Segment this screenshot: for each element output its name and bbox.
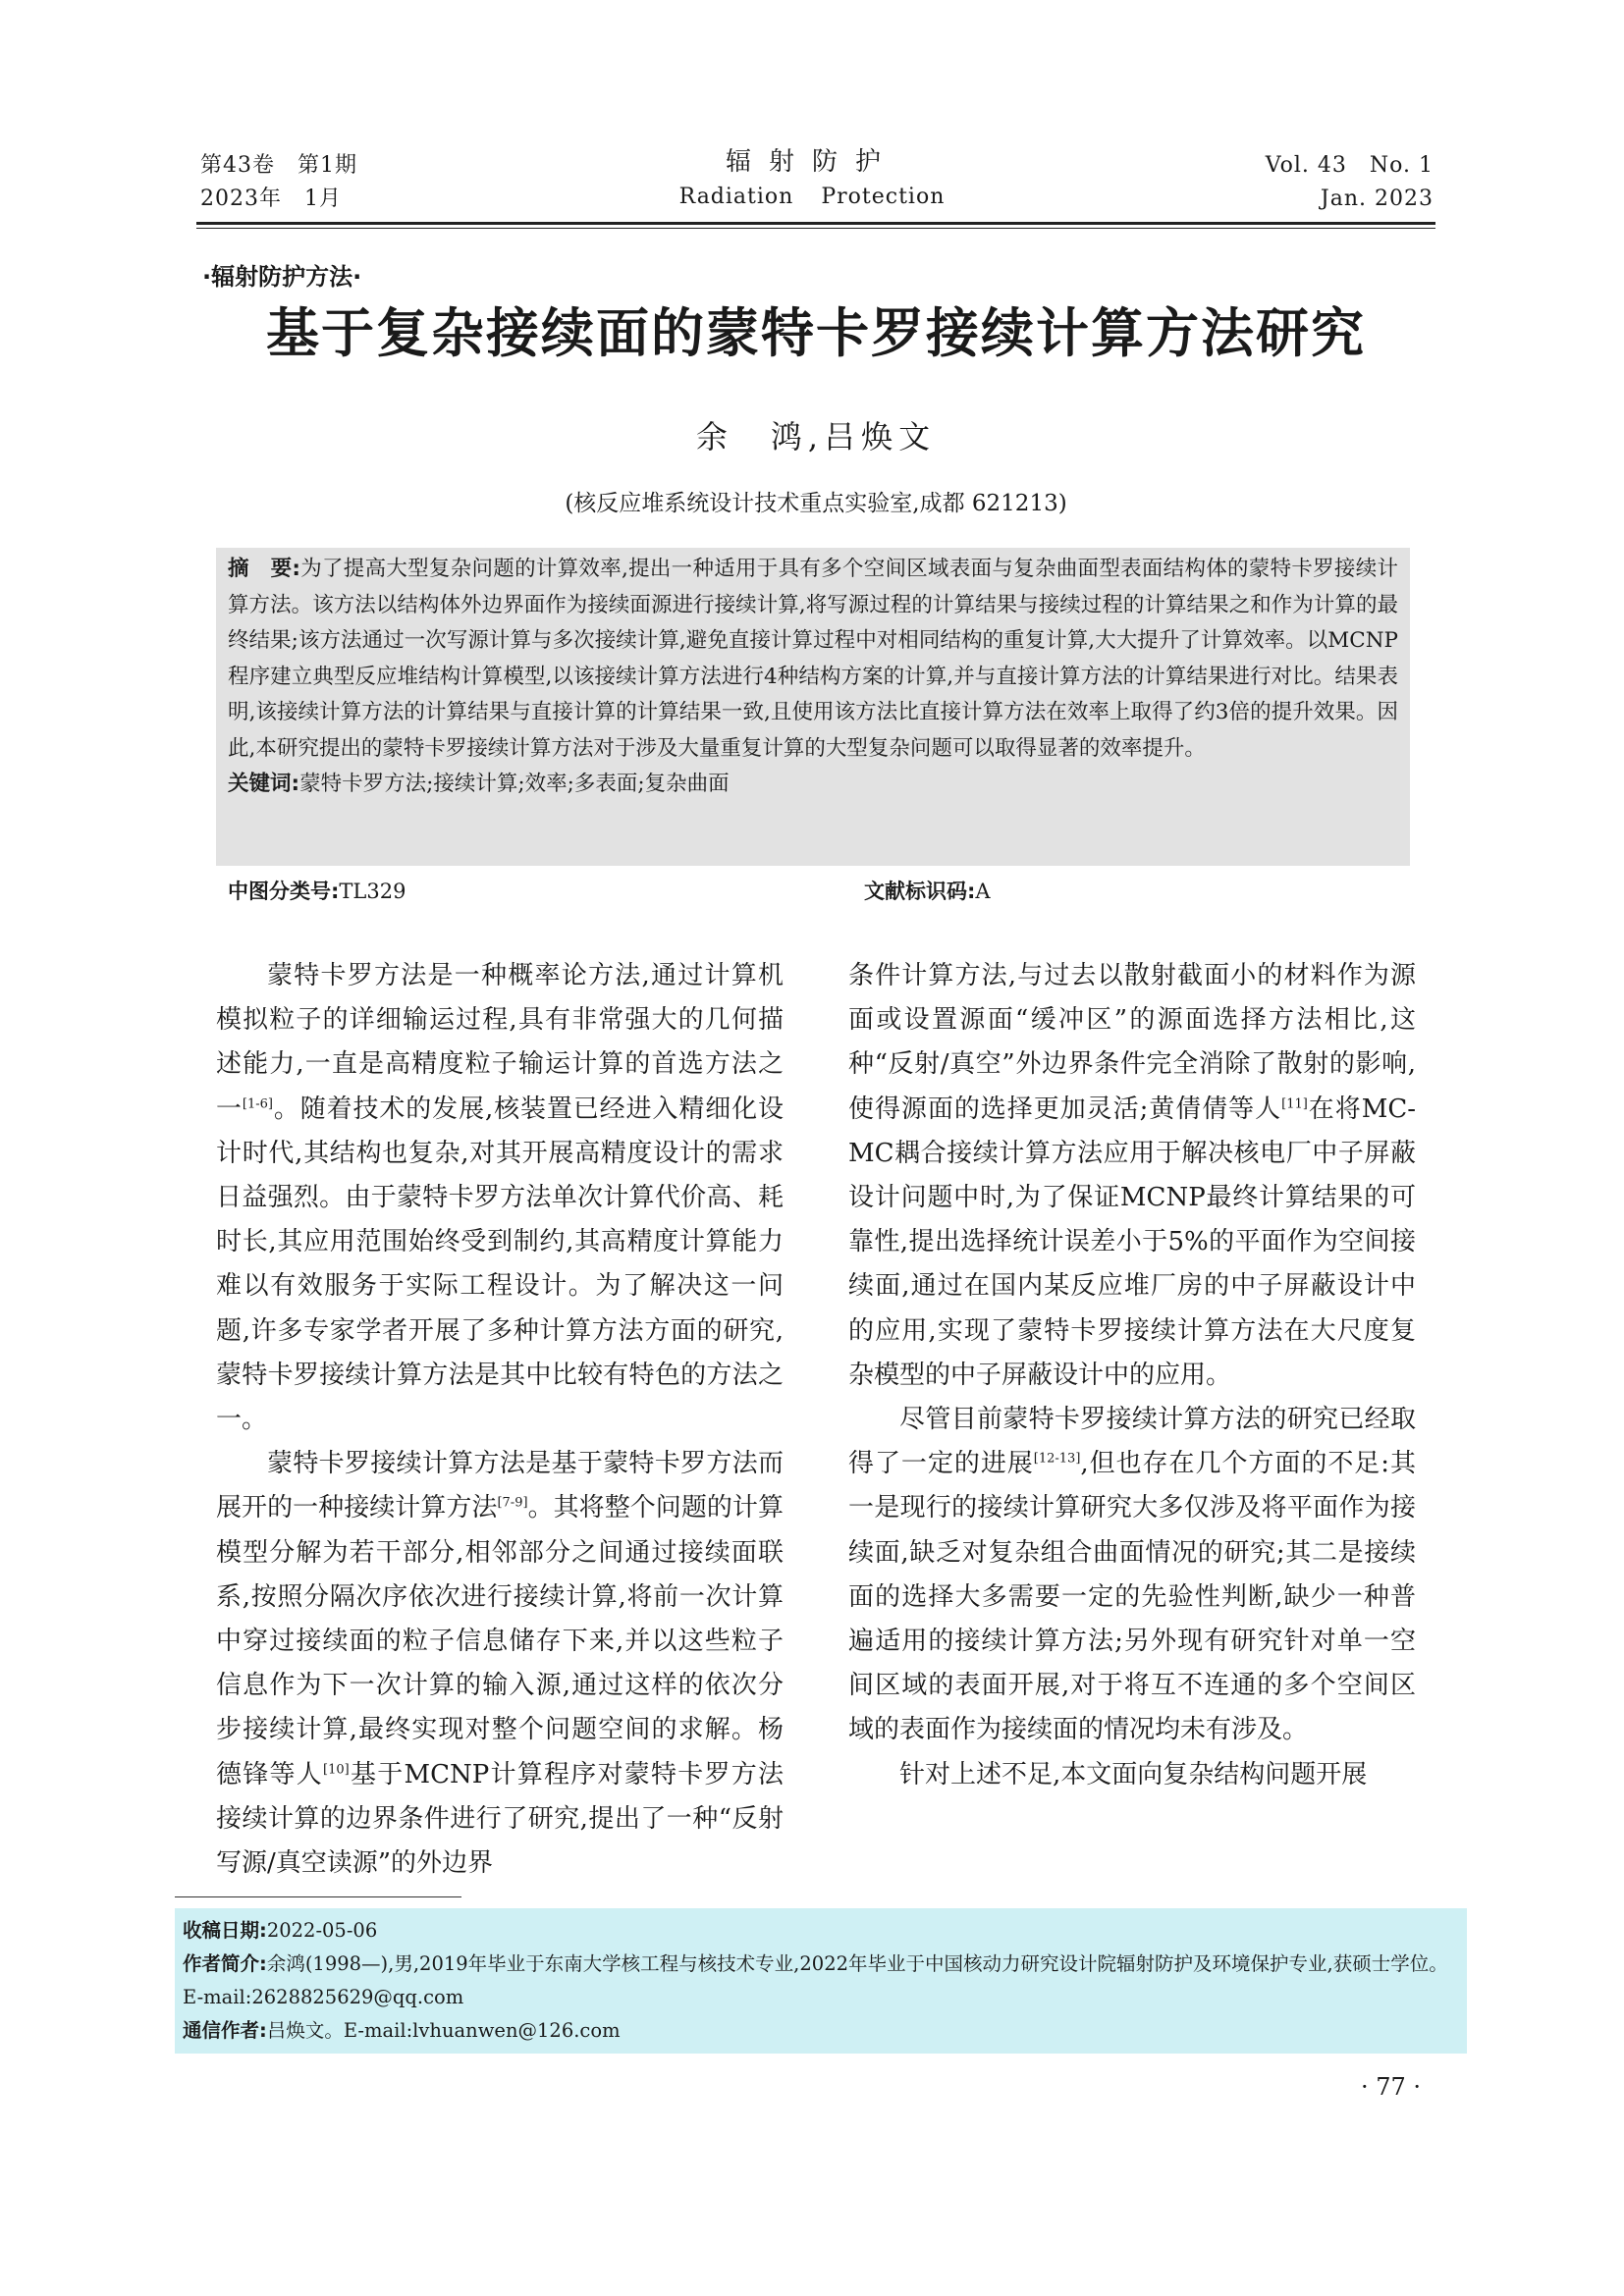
body-paragraph bbox=[216, 1442, 784, 1886]
author-list: 余 鸿,吕焕文 bbox=[695, 418, 937, 455]
abstract-text: 为了提高大型复杂问题的计算效率,提出一种适用于具有多个空间区域表面与复杂曲面型表面结构体的蒙特卡罗接续计算方法。该方法以结构体外边界面作为接续面源进行接续计算,将写源过程的计算结果与接续过程的计算结果之和作为计算的最终结果;该方法通过一次写源计算与多次接续计算,避免直接计算过程中对相同结构的重复计算,大大提升了计算效率。以MCNP程序建立典型反应堆结构计算模型,以该接续计算方法进行4种结构方案的计算,并与直接计算方法的计算结果进行对比。结果表明,该接续计算方法的计算结果与直接计算的计算结果一致,且使用该方法比直接计算方法在效率上取得了约3倍的提升效果。因此,本研究提出的蒙特卡罗接续计算方法对于涉及大量重复计算的大型复杂问题可以取得显著的效率提升。 bbox=[228, 557, 1398, 761]
body-paragraph bbox=[848, 1398, 1416, 1753]
keywords-text: 蒙特卡罗方法;接续计算;效率;多表面;复杂曲面 bbox=[299, 772, 730, 796]
paragraph-text: 蒙特卡罗接续计算方法是基于蒙特卡罗方法而展开的一种接续计算方法 bbox=[216, 1449, 784, 1523]
paragraph-text: 。随着技术的发展,核装置已经进入精细化设计时代,其结构也复杂,对其开展高精度设计的需求日益强烈。由于蒙特卡罗方法单次计算代价高、耗时长,其应用范围始终受到制约,其高精度计算能力难以有效服务于实际工程设计。为了解决这一问题,许多专家学者开展了多种计算方法方面的研究,蒙特卡罗接续计算方法是其中比较有特色的方法之一。 bbox=[216, 1094, 784, 1435]
abstract bbox=[228, 552, 1398, 767]
classification-number bbox=[228, 876, 406, 905]
docid-label: 文献标识码: bbox=[864, 880, 976, 903]
header-rule bbox=[196, 222, 1435, 225]
paragraph-text: 在将MC-MC耦合接续计算方法应用于解决核电厂中子屏蔽设计问题中时,为了保证MCNP最终计算结果的可靠性,提出选择统计误差小于5%的平面作为空间接续面,通过在国内某反应堆厂房的中子屏蔽设计中的应用,实现了蒙特卡罗接续计算方法在大尺度复杂模型的中子屏蔽设计中的应用。 bbox=[848, 1094, 1416, 1390]
journal-issue-info bbox=[200, 149, 357, 216]
received-value: 2022-05-06 bbox=[266, 1919, 378, 1942]
footnote-box bbox=[175, 1908, 1467, 2054]
body-paragraph: 针对上述不足,本文面向复杂结构问题开展 bbox=[899, 1759, 1368, 1789]
citation: [12-13] bbox=[1033, 1451, 1081, 1467]
journal-name bbox=[616, 143, 1008, 214]
paragraph-text: 。其将整个问题的计算模型分解为若干部分,相邻部分之间通过接续面联系,按照分隔次序依次进行接续计算,将前一次计算中穿过接续面的粒子信息储存下来,并以这些粒子信息作为下一次计算的输入源,通过这样的依次分步接续计算,最终实现对整个问题空间的求解。杨德锋等人 bbox=[216, 1493, 784, 1789]
year-month: 2023年 1月 bbox=[200, 187, 342, 211]
footnote-rule bbox=[175, 1896, 461, 1897]
volume-issue: 第43卷 第1期 bbox=[200, 153, 357, 178]
document-code bbox=[864, 876, 991, 905]
author-bio-text: 余鸿(1998—),男,2019年毕业于东南大学核工程与核技术专业,2022年毕业于中国核动力研究设计院辐射防护及环境保护专业,获硕士学位。E-mail:2628825629@qq.com bbox=[183, 1952, 1448, 2008]
corresponding-author bbox=[183, 2014, 1459, 2048]
paper-title: 基于复杂接续面的蒙特卡罗接续计算方法研究 bbox=[266, 302, 1366, 364]
header-rule-thin bbox=[196, 228, 1435, 229]
citation: [7-9] bbox=[497, 1495, 528, 1511]
paragraph-text: ,但也存在几个方面的不足:其一是现行的接续计算研究大多仅涉及将平面作为接续面,缺乏对复杂组合曲面情况的研究;其二是接续面的选择大多需要一定的先验性判断,缺少一种普遍适用的接续计算方法;另外现有研究针对单一空间区域的表面开展,对于将互不连通的多个空间区域的表面作为接续面的情况均未有涉及。 bbox=[848, 1449, 1416, 1745]
journal-name-en: Radiation Protection bbox=[678, 185, 946, 209]
body-column-right bbox=[848, 954, 1416, 1797]
keywords bbox=[228, 767, 1398, 803]
volume-issue-en: Vol. 43 No. 1 bbox=[1265, 153, 1434, 178]
docid-value: A bbox=[975, 880, 991, 903]
keywords-label: 关键词: bbox=[228, 772, 300, 796]
clc-label: 中图分类号: bbox=[228, 880, 340, 903]
paragraph-text: 条件计算方法,与过去以散射截面小的材料作为源面或设置源面“缓冲区”的源面选择方法相比,这种“反射/真空”外边界条件完全消除了散射的影响,使得源面的选择更加灵活;黄倩倩等人 bbox=[848, 961, 1416, 1124]
author-bio bbox=[183, 1948, 1459, 2014]
body-column-left bbox=[216, 954, 784, 1886]
page-number: · 77 · bbox=[1361, 2073, 1422, 2101]
author-bio-label: 作者简介: bbox=[183, 1952, 267, 1975]
citation: [1-6] bbox=[242, 1095, 273, 1111]
paragraph-text: 基于MCNP计算程序对蒙特卡罗方法接续计算的边界条件进行了研究,提出了一种“反射写源/真空读源”的外边界 bbox=[216, 1759, 784, 1879]
abstract-label: 摘 要: bbox=[228, 557, 300, 581]
affiliation: (核反应堆系统设计技术重点实验室,成都 621213) bbox=[565, 491, 1067, 516]
abstract-box bbox=[216, 548, 1410, 866]
journal-name-cn: 辐射防护 bbox=[725, 147, 898, 177]
citation: [10] bbox=[323, 1762, 350, 1777]
citation: [11] bbox=[1281, 1095, 1308, 1111]
date-en: Jan. 2023 bbox=[1320, 187, 1434, 211]
section-label: ·辐射防护方法· bbox=[202, 263, 362, 291]
paragraph-text: 蒙特卡罗方法是一种概率论方法,通过计算机模拟粒子的详细输运过程,具有非常强大的几何描述能力,一直是高精度粒子输运计算的首选方法之一 bbox=[216, 961, 784, 1124]
received-date bbox=[183, 1914, 1459, 1948]
corr-value: 吕焕文。E-mail:lvhuanwen@126.com bbox=[266, 2019, 621, 2042]
paragraph-text: 尽管目前蒙特卡罗接续计算方法的研究已经取得了一定的进展 bbox=[848, 1405, 1416, 1479]
received-label: 收稿日期: bbox=[183, 1919, 267, 1942]
journal-issue-info-en bbox=[1139, 149, 1434, 216]
body-paragraph bbox=[216, 954, 784, 1442]
clc-value: TL329 bbox=[339, 880, 406, 903]
corr-label: 通信作者: bbox=[183, 2019, 267, 2042]
body-paragraph bbox=[848, 954, 1416, 1398]
